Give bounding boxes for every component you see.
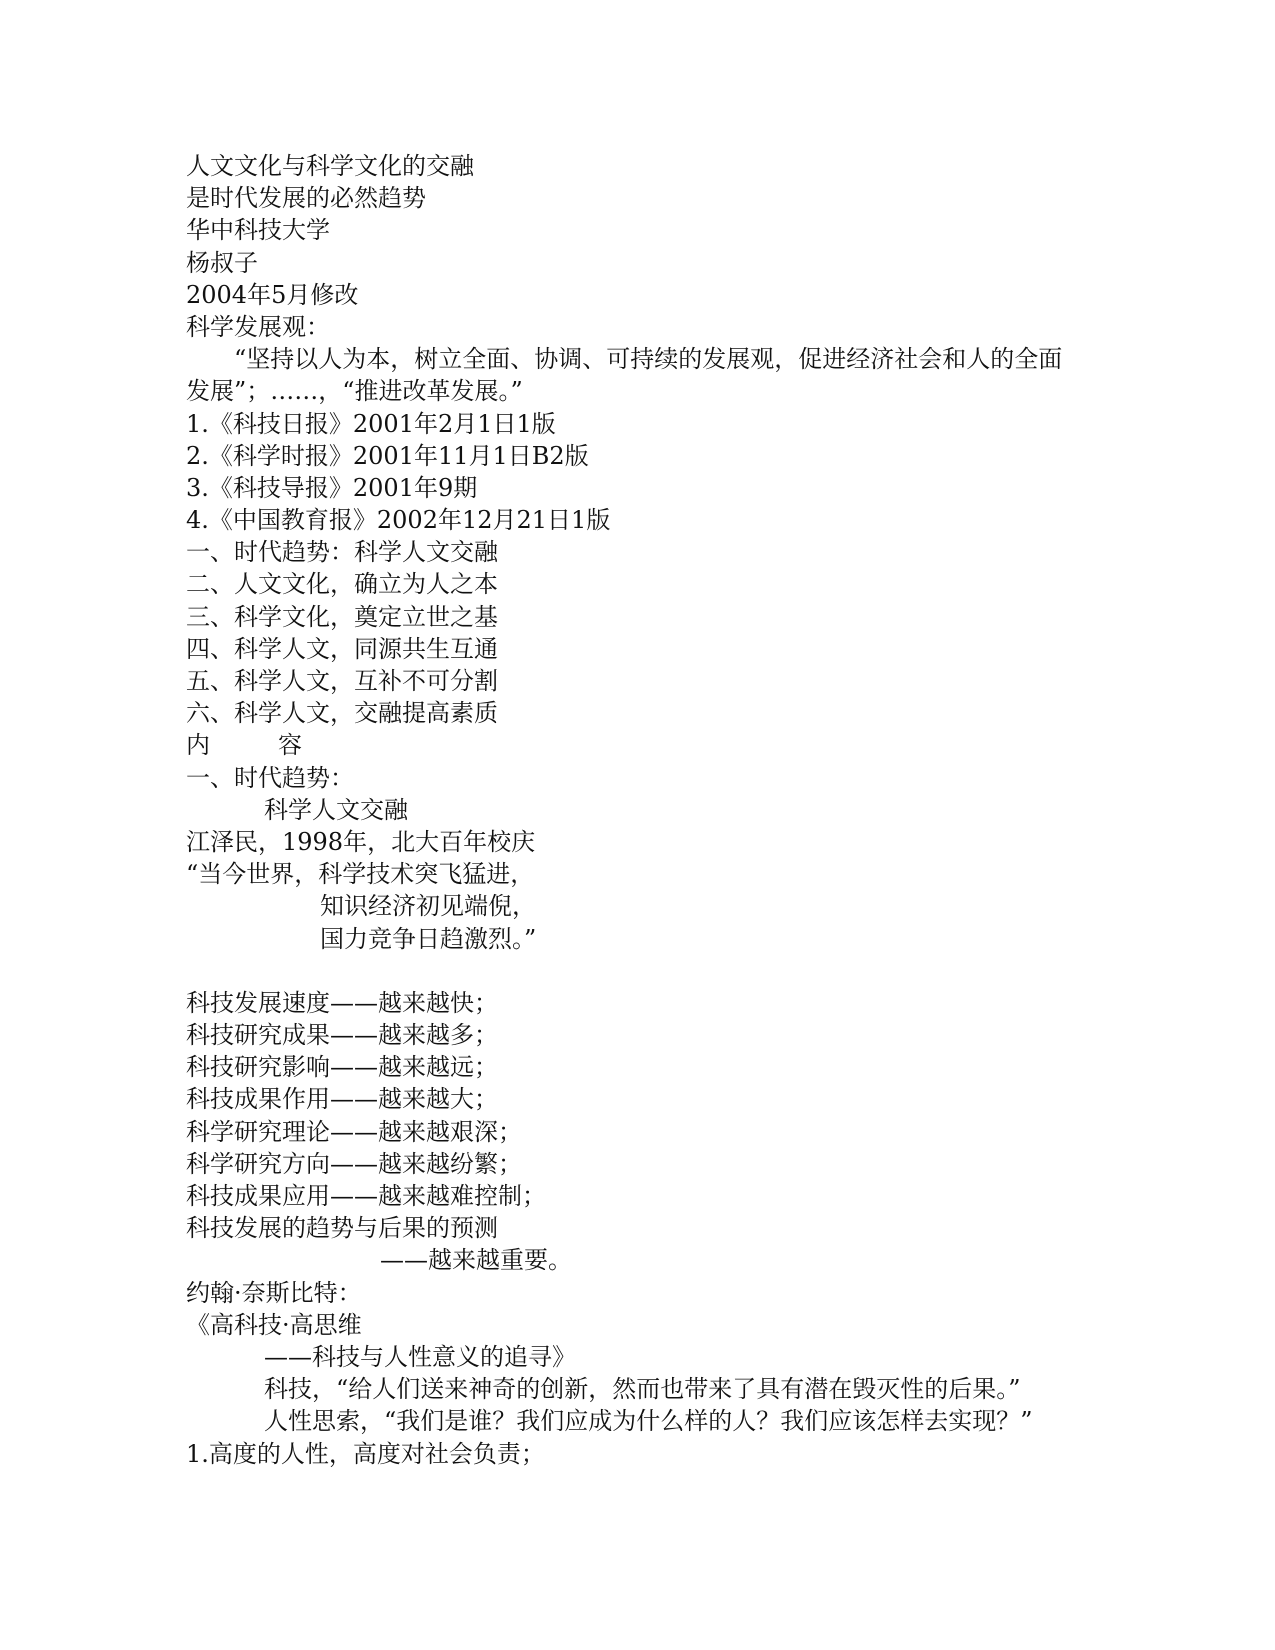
outline-item: 三、科学文化，奠定立世之基 (186, 602, 498, 631)
trend-item: 科学研究方向——越来越纷繁； (186, 1149, 522, 1178)
quote-line-1: “坚持以人为本，树立全面、协调、可持续的发展观，促进经济社会和人的全面 (234, 345, 1063, 374)
author: 杨叔子 (186, 248, 258, 277)
contents-char-2: 容 (278, 731, 302, 760)
section-label: 科学发展观： (186, 312, 330, 341)
quote-line-2: 发展”；……，“推进改革发展。” (186, 377, 523, 406)
chapter-heading: 一、时代趋势： (186, 763, 354, 792)
contents-heading (186, 729, 1106, 761)
naisbitt-quote-2: 人性思索，“我们是谁？我们应成为什么样的人？我们应该怎样去实现？” (264, 1407, 1033, 1436)
book-title-line-2: ——科技与人性意义的追寻》 (264, 1342, 576, 1371)
trend-item: 科技研究成果——越来越多； (186, 1021, 498, 1050)
reference-item: 4.《中国教育报》2002年12月21日1版 (186, 506, 611, 535)
speech-source: 江泽民，1998年，北大百年校庆 (186, 827, 536, 856)
revision-date: 2004年5月修改 (186, 280, 359, 309)
trend-item: 科技成果作用——越来越大； (186, 1085, 498, 1114)
outline-item: 四、科学人文，同源共生互通 (186, 634, 498, 663)
speech-line-1: “当今世界，科学技术突飞猛进， (186, 860, 535, 889)
institution: 华中科技大学 (186, 216, 330, 245)
reference-item: 3.《科技导报》2001年9期 (186, 473, 478, 502)
speech-line-2: 知识经济初见端倪， (320, 892, 536, 921)
trend-continuation: ——越来越重要。 (380, 1246, 572, 1275)
speech-line-3: 国力竞争日趋激烈。” (320, 924, 537, 953)
reference-item: 2.《科学时报》2001年11月1日B2版 (186, 441, 589, 470)
naisbitt-quote-1: 科技，“给人们送来神奇的创新，然而也带来了具有潜在毁灭性的后果。” (264, 1375, 1021, 1404)
trend-item: 科技研究影响——越来越远； (186, 1053, 498, 1082)
trend-item: 科技成果应用——越来越难控制； (186, 1182, 546, 1210)
title-line-2: 是时代发展的必然趋势 (186, 184, 426, 213)
title-line-1: 人文文化与科学文化的交融 (186, 152, 474, 180)
outline-item: 二、人文文化，确立为人之本 (186, 570, 498, 599)
final-point: 1.高度的人性，高度对社会负责； (186, 1439, 545, 1468)
chapter-subheading: 科学人文交融 (264, 795, 408, 824)
contents-char-1: 内 (186, 731, 210, 760)
naisbitt-author: 约翰·奈斯比特： (186, 1278, 362, 1307)
trend-item: 科技发展的趋势与后果的预测 (186, 1214, 498, 1243)
document-body (186, 150, 1106, 1470)
outline-item: 一、时代趋势：科学人文交融 (186, 538, 498, 567)
blank-line (186, 955, 1106, 987)
outline-item: 六、科学人文，交融提高素质 (186, 699, 498, 728)
outline-item: 五、科学人文，互补不可分割 (186, 667, 498, 695)
trend-item: 科技发展速度——越来越快； (186, 988, 498, 1017)
trend-item: 科学研究理论——越来越艰深； (186, 1117, 522, 1146)
book-title-line-1: 《高科技·高思维 (186, 1310, 362, 1339)
reference-item: 1.《科技日报》2001年2月1日1版 (186, 409, 556, 438)
